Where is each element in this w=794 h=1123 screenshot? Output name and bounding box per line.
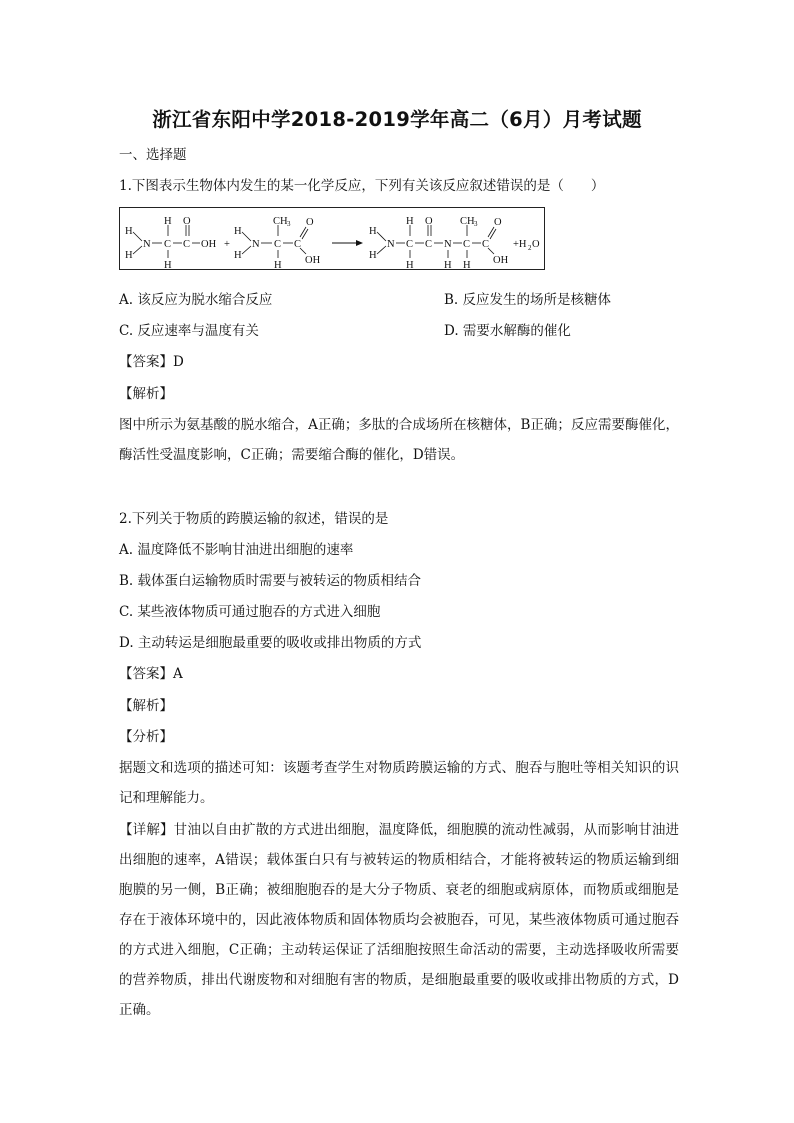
q1-answer: 【答案】D bbox=[119, 354, 184, 370]
atom: H bbox=[463, 260, 471, 269]
water-product bbox=[513, 239, 540, 252]
atom: H bbox=[274, 260, 282, 269]
question-1-stem: 1.下图表示生物体内发生的某一化学反应，下列有关该反应叙述错误的是（ ） bbox=[119, 178, 605, 194]
question-2-stem: 2.下列关于物质的跨膜运输的叙述，错误的是 bbox=[119, 511, 389, 527]
atom: H bbox=[369, 226, 377, 237]
group: CH bbox=[460, 216, 475, 227]
atom: C bbox=[406, 239, 414, 250]
q1-option-b: B. 反应发生的场所是核糖体 bbox=[444, 292, 612, 308]
q1-option-d: D. 需要水解酶的催化 bbox=[444, 323, 571, 339]
q1-analysis-text: 图中所示为氨基酸的脱水缩合，A正确；多肽的合成场所在核糖体，B正确；反应需要酶催化，酶活性受温度影响，C正确；需要缩合酶的催化，D错误。 bbox=[119, 417, 679, 463]
q2-detail bbox=[119, 815, 679, 1025]
alanine-molecule bbox=[234, 216, 321, 269]
q2-detail-label: 【详解】 bbox=[119, 822, 174, 838]
q2-fenxi-text: 据题文和选项的描述可知：该题考查学生对物质跨膜运输的方式、胞吞与胞吐等相关知识的识记和理解能力。 bbox=[119, 760, 679, 806]
atom: N bbox=[387, 239, 395, 250]
reaction-diagram bbox=[119, 207, 545, 270]
atom: N bbox=[143, 239, 151, 250]
atom: H bbox=[164, 216, 172, 227]
q2-option-b: B. 载体蛋白运输物质时需要与被转运的物质相结合 bbox=[119, 573, 422, 589]
atom: C bbox=[482, 239, 490, 250]
atom: O bbox=[306, 217, 314, 228]
atom: C bbox=[425, 239, 433, 250]
glycine-molecule bbox=[125, 216, 217, 269]
atom: H bbox=[234, 250, 242, 261]
q1-analysis-label: 【解析】 bbox=[119, 386, 173, 402]
atom: H bbox=[369, 250, 377, 261]
section-heading: 一、选择题 bbox=[119, 147, 187, 163]
subscript: 3 bbox=[474, 220, 478, 228]
atom: H bbox=[444, 260, 452, 269]
atom: C bbox=[274, 239, 282, 250]
plus-sign: + bbox=[224, 239, 230, 250]
q1-option-c: C. 反应速率与温度有关 bbox=[119, 323, 259, 339]
atom: H bbox=[406, 260, 414, 269]
dipeptide-molecule bbox=[369, 216, 509, 269]
atom: O bbox=[494, 217, 502, 228]
atom: O bbox=[425, 216, 433, 227]
q2-option-d: D. 主动转运是细胞最重要的吸收或排出物质的方式 bbox=[119, 635, 422, 651]
q2-answer: 【答案】A bbox=[119, 666, 183, 682]
group: CH bbox=[273, 216, 288, 227]
atom: N bbox=[252, 239, 260, 250]
atom: H bbox=[406, 216, 414, 227]
q2-analysis-label: 【解析】 bbox=[119, 698, 173, 714]
subscript: 2 bbox=[528, 244, 532, 252]
atom: H bbox=[125, 226, 133, 237]
atom: N bbox=[444, 239, 452, 250]
reaction-formula bbox=[120, 208, 544, 269]
reaction-arrow bbox=[332, 240, 363, 246]
atom: C bbox=[294, 239, 302, 250]
atom: H bbox=[234, 226, 242, 237]
group: OH bbox=[305, 255, 321, 266]
atom: H bbox=[125, 250, 133, 261]
atom: C bbox=[463, 239, 471, 250]
atom: O bbox=[532, 239, 540, 250]
group: OH bbox=[201, 239, 217, 250]
atom: O bbox=[183, 216, 191, 227]
atom: C bbox=[164, 239, 172, 250]
water-label: +H bbox=[513, 239, 527, 250]
q1-option-a: A. 该反应为脱水缩合反应 bbox=[119, 292, 273, 308]
q2-detail-text: 甘油以自由扩散的方式进出细胞，温度降低，细胞膜的流动性减弱，从而影响甘油进出细胞的速率，A错误；载体蛋白只有与被转运的物质相结合，才能将被转运的物质运输到细胞膜的另一侧，B正确；被细胞胞吞的是大分子物质、衰老的细胞或病原体，而物质或细胞是存在于液体环境中的，因此液体物质和固体物质均会被胞吞，可见，某些液体物质可通过胞吞的方式进入细胞，C正确；主动转运保证了活细胞按照生命活动的需要，主动选择吸收所需要的营养物质，排出代谢废物和对细胞有害的物质，是细胞最重要的吸收或排出物质的方式，D正确。 bbox=[119, 822, 680, 1018]
q2-option-a: A. 温度降低不影响甘油进出细胞的速率 bbox=[119, 542, 354, 558]
page-title: 浙江省东阳中学2018-2019学年高二（6月）月考试题 bbox=[152, 108, 642, 131]
atom: H bbox=[164, 260, 172, 269]
subscript: 3 bbox=[287, 220, 291, 228]
q2-fenxi-label: 【分析】 bbox=[119, 729, 173, 745]
group: OH bbox=[493, 255, 509, 266]
q2-option-c: C. 某些液体物质可通过胞吞的方式进入细胞 bbox=[119, 604, 381, 620]
atom: C bbox=[183, 239, 191, 250]
